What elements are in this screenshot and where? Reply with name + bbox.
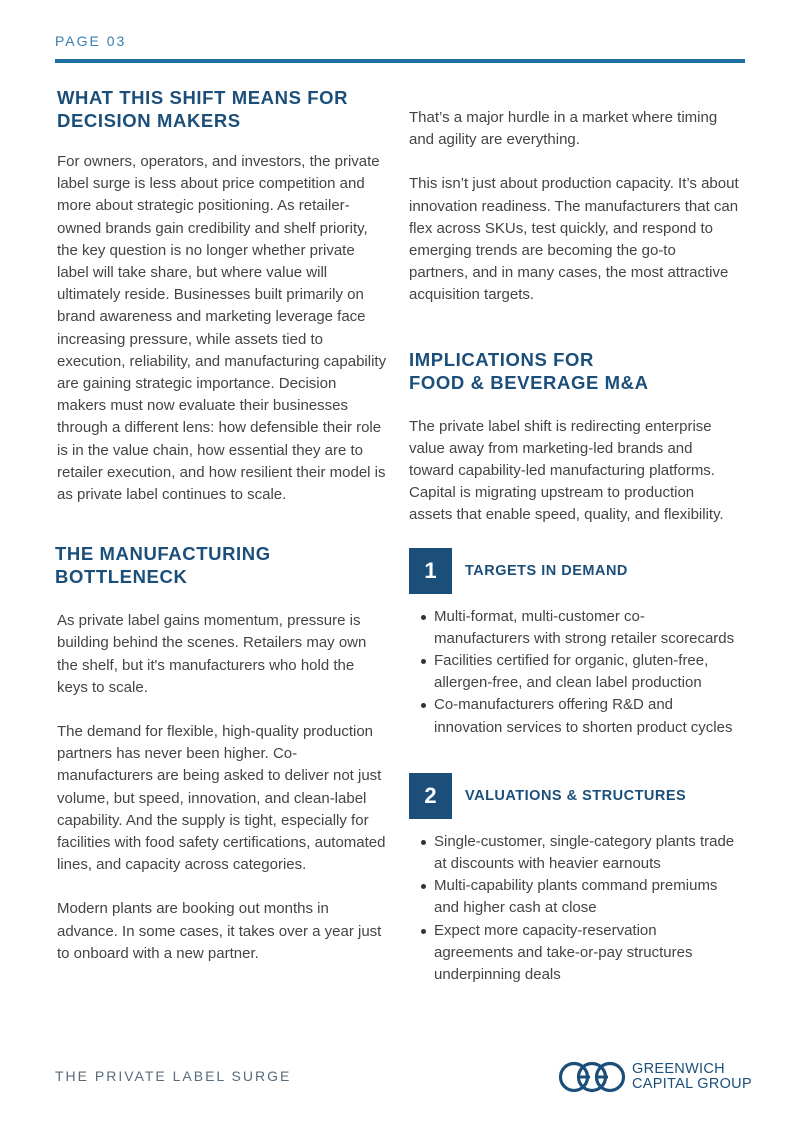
list-item: Multi-format, multi-customer co-manufacturers with strong retailer scorecards [409,606,739,650]
decision-makers-paragraph: For owners, operators, and investors, the private label surge is less about price competition and more about strategic positioning. As retailer-owned brands gain credibility and shelf priority, the key question is no longer whether private label will take share, but where value will ultimately reside. Businesses built primarily on brand awareness and marketing leverage face increasing pressure, while assets tied to execution, reliability, and manufacturing capability are gaining strategic importance. Decision makers must now evaluate their businesses through a different lens: how defensible their role is in the value chain, how essential they are to retailer execution, and how resilient their model is as private label continues to scale. [57,153,387,504]
title-line: BOTTLENECK [55,566,188,588]
left-column [57,86,387,965]
valuations-bullet-list [409,831,739,986]
list-item: Multi-capability plants command premiums and higher cash at close [409,875,739,919]
section-title-manufacturing-bottleneck [55,542,387,588]
number-badge: 2 [409,773,452,819]
logo-text [632,1062,752,1092]
title-line: IMPLICATIONS FOR [409,348,594,370]
continued-paragraph-2: This isn’t just about production capacity. It’s about innovation readiness. The manufacturers that can flex across SKUs, test quickly, and respond to emerging trends are becoming the go-to partners, and in many cases, the most attractive acquisition targets. [409,175,739,304]
number-badge: 1 [409,548,452,594]
list-item: Facilities certified for organic, gluten-free, allergen-free, and clean label production [409,650,739,694]
list-item: Expect more capacity-reservation agreements and take-or-pay structures underpinning deals [409,920,739,987]
right-column [409,107,739,986]
company-logo [557,1060,752,1094]
numbered-heading-valuations [409,773,739,819]
implications-paragraph: The private label shift is redirecting enterprise value away from marketing-led brands and toward capability-led manufacturing platforms. Capital is migrating upstream to production assets that enable speed, quality, and flexibility. [409,417,724,524]
bottleneck-paragraph-3: Modern plants are booking out months in advance. In some cases, it takes over a year just to onboard with a new partner. [57,900,382,962]
title-line: FOOD & BEVERAGE M&A [409,371,649,393]
continued-paragraph-1: That’s a major hurdle in a market where timing and agility are everything. [409,109,718,149]
section-title-implications [409,348,739,394]
bottleneck-paragraph-2: The demand for flexible, high-quality production partners has never been higher. Co-manufacturers are being asked to deliver not just volume, but speed, innovation, and clean-label capability. And the supply is tight, especially for facilities with food safety certifications, automated lines, and capacity across categories. [57,723,386,874]
list-item: Co-manufacturers offering R&D and innovation services to shorten product cycles [409,694,739,738]
page-label: PAGE 03 [55,33,127,49]
logo-mark-icon [557,1060,627,1094]
title-line: WHAT THIS SHIFT MEANS FOR [57,87,349,108]
logo-line: CAPITAL GROUP [632,1076,752,1092]
title-line: DECISION MAKERS [57,110,241,131]
logo-line: GREENWICH [632,1061,725,1077]
list-item: Single-customer, single-category plants trade at discounts with heavier earnouts [409,831,739,875]
bottleneck-paragraph-1: As private label gains momentum, pressure is building behind the scenes. Retailers may own the shelf, but it's manufacturers who hold the keys to scale. [57,612,367,696]
numbered-title: TARGETS IN DEMAND [465,562,628,579]
footer-title: THE PRIVATE LABEL SURGE [55,1068,292,1084]
section-title-decision-makers [57,86,387,132]
numbered-title: VALUATIONS & STRUCTURES [465,787,687,804]
title-line: THE MANUFACTURING [55,543,271,565]
numbered-heading-targets [409,548,739,594]
top-divider [55,59,745,63]
targets-bullet-list [409,606,739,739]
